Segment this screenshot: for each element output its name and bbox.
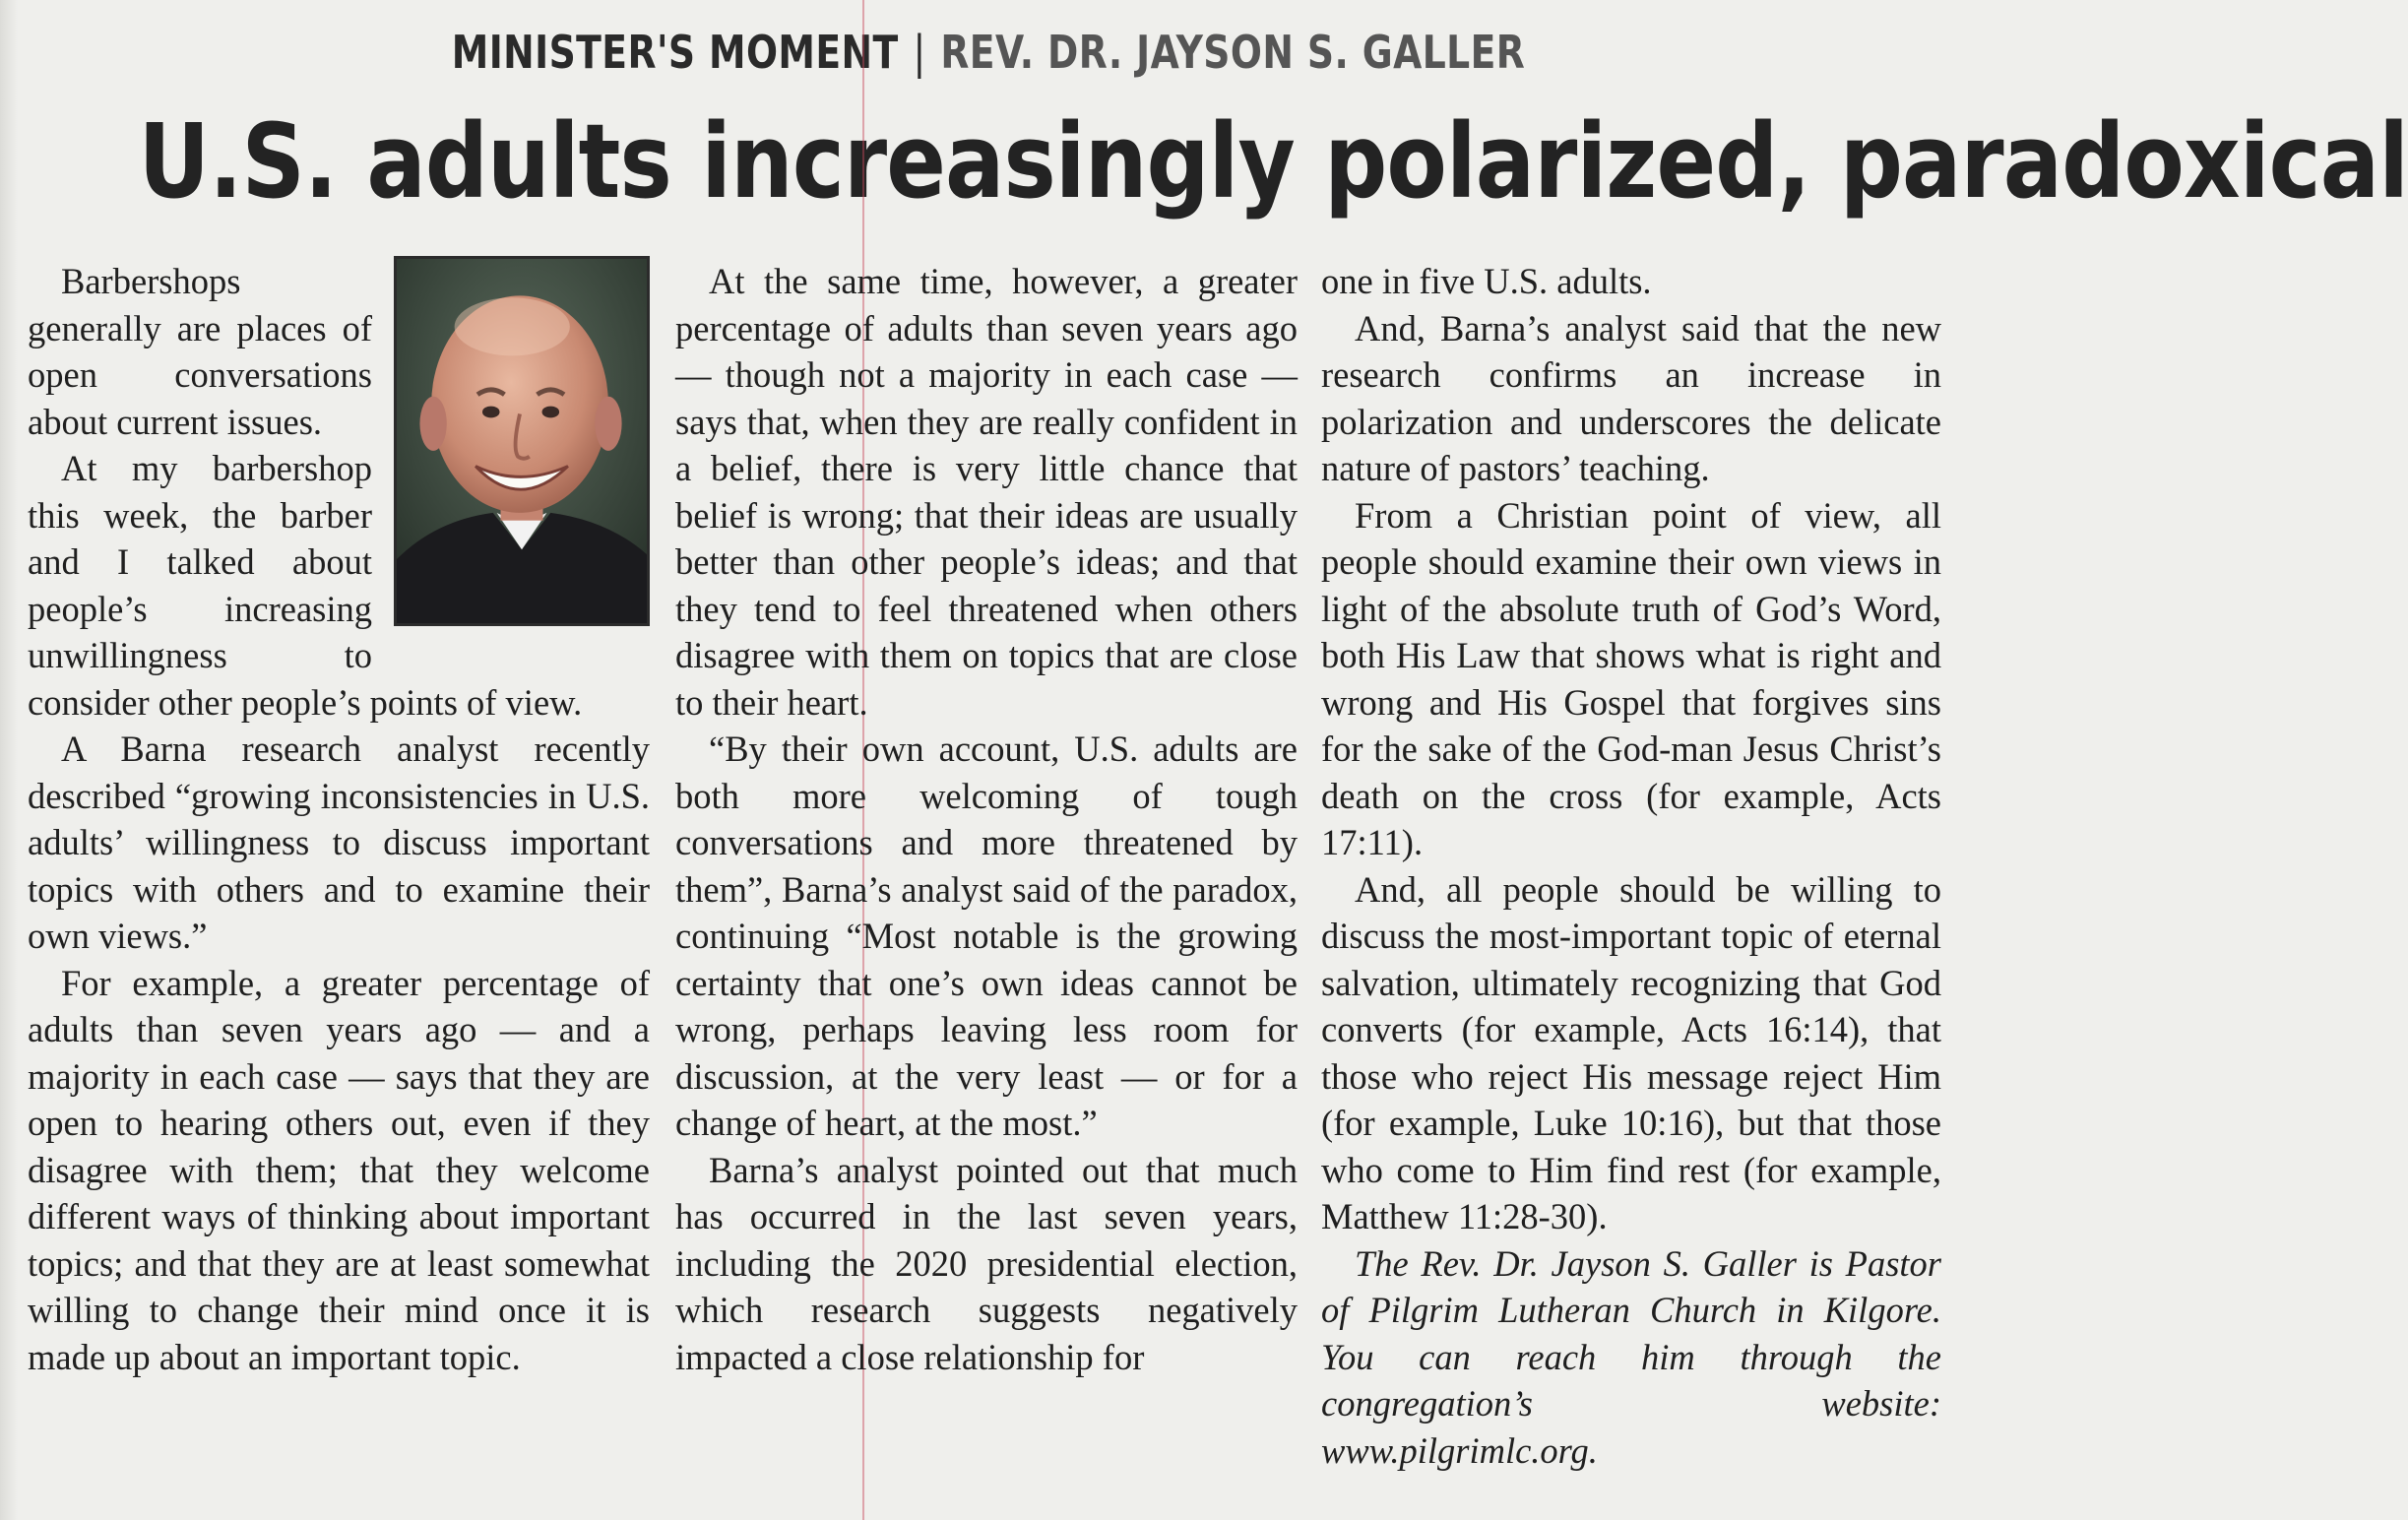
article-column-1 bbox=[28, 258, 650, 1380]
kicker-separator: | bbox=[913, 26, 926, 79]
author-tagline: The Rev. Dr. Jayson S. Galler is Pastor of Pilgrim Lutheran Church in Kilgore. You can reach him through the congregation’s website: www.pilgrimlc.org. bbox=[1321, 1242, 1941, 1471]
column-kicker bbox=[178, 26, 1800, 79]
paragraph-5: At the same time, however, a greater percentage of adults than seven years ago — though not a majority in each case — says that, when they are really confident in a belief, there is very little chance that belief is wrong; that their ideas are usually better than other people’s ideas; and that they tend to feel threatened when others disagree with them on topics that are close to their heart. bbox=[675, 261, 1298, 723]
paragraph-7-continued: one in five U.S. adults. bbox=[1321, 261, 1652, 301]
paragraph-2: At my barbershop this week, the barber and I talked about people’s increasing unwillingness to consider other people’s points of view. bbox=[28, 448, 583, 723]
paragraph-8: And, Barna’s analyst said that the new research confirms an increase in polarization and underscores the delicate nature of pastors’ teaching. bbox=[1321, 307, 1941, 488]
author-headshot-photo bbox=[394, 256, 650, 626]
paragraph-7: Barna’s analyst pointed out that much has occurred in the last seven years, including the 2020 presidential election, which research suggests negatively impacted a close relationship for bbox=[675, 1149, 1298, 1377]
paragraph-3: A Barna research analyst recently described “growing inconsistencies in U.S. adults’ willingness to discuss important topics with others and to examine their own views.” bbox=[28, 728, 650, 956]
article-headline: U.S. adults increasingly polarized, paradoxical bbox=[138, 101, 2408, 222]
paragraph-4: For example, a greater percentage of adults than seven years ago — and a majority in each case — says that they are open to hearing others out, even if they disagree with them; that they welcome different ways of thinking about important topics; and that they are at least somewhat willing to change their mind once it is made up about an important topic. bbox=[28, 962, 650, 1377]
kicker-title: MINISTER'S MOMENT bbox=[451, 26, 899, 79]
paragraph-1: Barbershops generally are places of open conversations about current issues. bbox=[28, 261, 372, 442]
author-portrait-icon bbox=[397, 259, 647, 623]
paper-edge bbox=[0, 0, 18, 1520]
article-column-2 bbox=[675, 258, 1298, 1380]
article-column-3 bbox=[1321, 258, 1941, 1474]
kicker-byline: REV. DR. JAYSON S. GALLER bbox=[940, 26, 1526, 79]
paragraph-9: From a Christian point of view, all people should examine their own views in light of the absolute truth of God’s Word, both His Law that shows what is right and wrong and His Gospel that forgives sins for the sake of the God-man Jesus Christ’s death on the cross (for example, Acts 17:11). bbox=[1321, 494, 1941, 862]
paragraph-10: And, all people should be willing to discuss the most-important topic of eternal salvation, ultimately recognizing that God converts (for example, Acts 16:14), that those who reject His message reject Him (for example, Luke 10:16), but that those who come to Him find rest (for example, Matthew 11:28-30). bbox=[1321, 868, 1941, 1236]
paragraph-6: “By their own account, U.S. adults are both more welcoming of tough conversations and more threatened by them”, Barna’s analyst said of the paradox, continuing “Most notable is the growing certainty that one’s own ideas cannot be wrong, perhaps leaving less room for discussion, at the very least — or for a change of heart, at the most.” bbox=[675, 728, 1298, 1143]
